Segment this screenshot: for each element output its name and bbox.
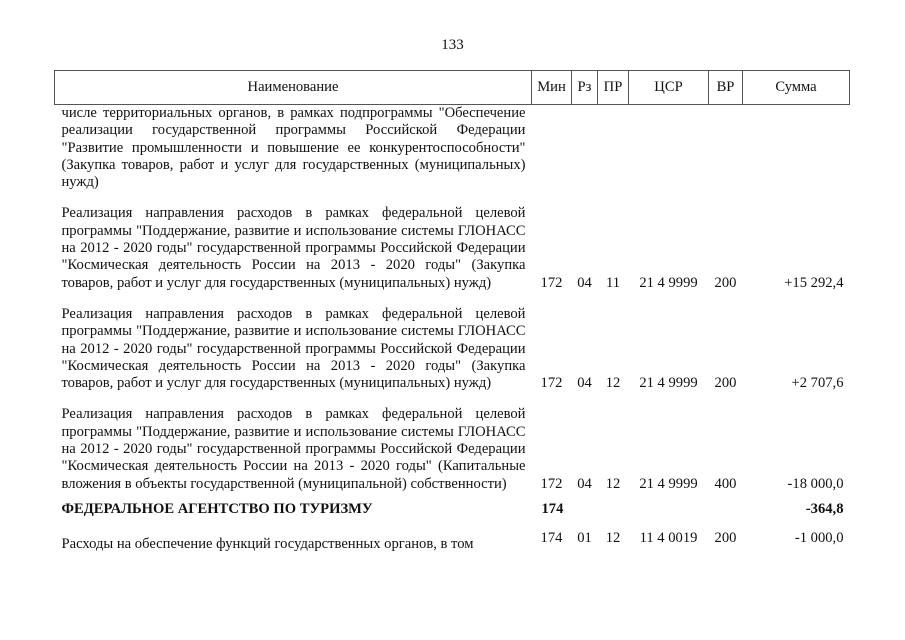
table-header-row [55,71,850,105]
row-csr: 11 4 0019 [639,530,698,547]
row-min [532,105,572,192]
row-csr: 21 4 9999 [639,274,698,291]
row-rz: 01 [577,530,592,547]
row-sum: -18 000,0 [787,475,844,492]
row-rz [572,497,598,518]
row-min: 174 [541,501,564,518]
header-min: Мин [532,71,572,105]
row-pr [598,497,629,518]
header-rz: Рз [572,71,598,105]
table-row [55,205,850,291]
row-pr [598,105,629,192]
header-vr: ВР [709,71,743,105]
row-sum: +15 292,4 [784,274,844,291]
row-vr [709,497,743,518]
row-pr: 11 [605,274,621,291]
row-csr: 21 4 9999 [639,375,698,392]
budget-table [54,70,850,554]
row-pr: 12 [605,475,621,492]
row-vr: 200 [714,375,737,392]
header-name: Наименование [55,71,532,105]
row-vr [709,105,743,192]
row-csr: 21 4 9999 [639,475,698,492]
row-sum [743,105,850,192]
row-vr: 200 [714,274,737,291]
row-csr [629,497,709,518]
row-name: Реализация направления расходов в рамках федеральной целевой программы "Поддержание, развитие и использование системы ГЛОНАСС на 2012 - 2020 годы" государственной программы Российской Федерации "Космическая деятельность России на 2013 - 2020 годы" (Капитальные вложения в объекты государственной (муниципальной) собственности) [61,406,526,492]
row-min: 172 [540,375,563,392]
row-rz: 04 [577,274,592,291]
row-rz [572,105,598,192]
row-name: Реализация направления расходов в рамках федеральной целевой программы "Поддержание, развитие и использование системы ГЛОНАСС на 2012 - 2020 годы" государственной программы Российской Федерации "Космическая деятельность России на 2013 - 2020 годы" (Закупка товаров, работ и услуг для государственных (муниципальных) нужд) [61,305,526,392]
header-pr: ПР [598,71,629,105]
header-sum: Сумма [743,71,850,105]
row-rz: 04 [577,475,592,492]
table-row [55,406,850,492]
header-csr: ЦСР [629,71,709,105]
row-rz: 04 [577,375,592,392]
row-csr [629,105,709,192]
row-sum: -1 000,0 [794,530,844,547]
row-name: Реализация направления расходов в рамках федеральной целевой программы "Поддержание, развитие и использование системы ГЛОНАСС на 2012 - 2020 годы" государственной программы Российской Федерации "Космическая деятельность России на 2013 - 2020 годы" (Закупка товаров, работ и услуг для государственных (муниципальных) нужд) [61,205,526,291]
row-min: 172 [540,475,563,492]
table-row [55,105,850,192]
row-min: 174 [540,530,563,547]
row-vr: 400 [714,475,737,492]
row-pr: 12 [605,530,621,547]
row-name: ФЕДЕРАЛЬНОЕ АГЕНТСТВО ПО ТУРИЗМУ [61,500,373,517]
table-row [55,306,850,392]
row-pr: 12 [605,375,621,392]
table-row-section-header [55,497,850,518]
row-name: числе территориальных органов, в рамках подпрограммы "Обеспечение реализации государственной программы Российской Федерации "Развитие промышленности и повышение ее конкурентоспособности" (Закупка товаров, работ и услуг для государственных (муниципальных) нужд) [61,105,526,191]
row-name: Расходы на обеспечение функций государственных органов, в том [61,536,474,553]
row-min: 172 [540,274,563,291]
page-number: 133 [441,37,464,53]
table-row [55,530,850,553]
row-sum: -364,8 [805,501,844,518]
row-vr: 200 [714,530,737,547]
row-sum: +2 707,6 [791,375,844,392]
